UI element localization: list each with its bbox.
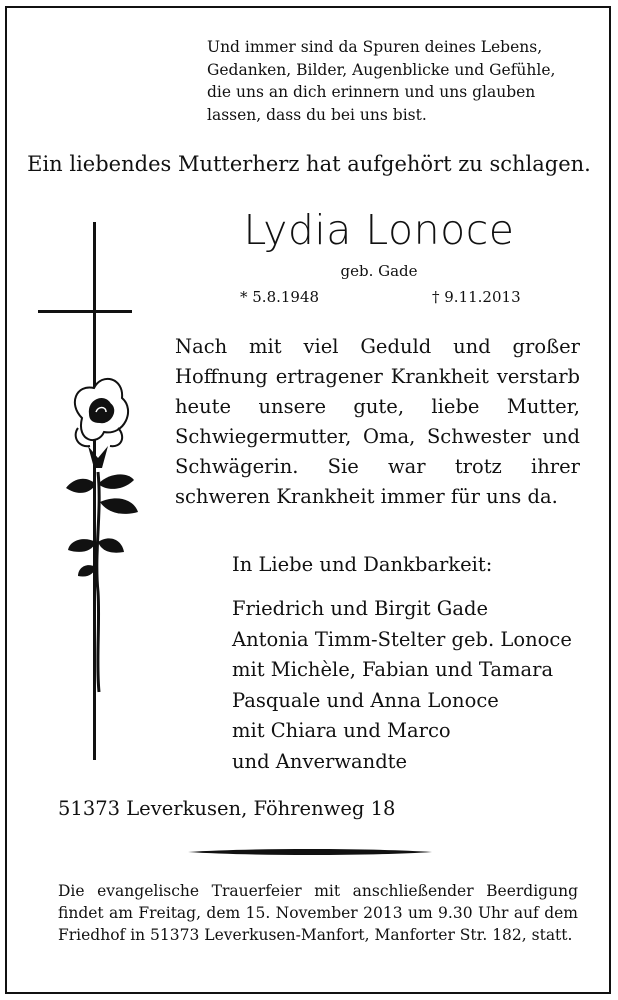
- family-line: mit Chiara und Marco: [232, 719, 451, 742]
- family-line: Friedrich und Birgit Gade: [232, 597, 489, 620]
- family-line: und Anverwandte: [232, 749, 408, 773]
- poem-line: lassen, dass du bei uns bist.: [207, 105, 427, 124]
- poem-line: Gedanken, Bilder, Augenblicke und Gefühle,: [207, 60, 556, 79]
- family-line: mit Michèle, Fabian und Tamara: [232, 658, 554, 681]
- cross-with-rose-icon: [38, 222, 163, 767]
- maiden-name: geb. Gade: [340, 262, 418, 280]
- obituary-text: Nach mit viel Geduld und großer Hoffnung ertragener Krankheit verstarb heute unsere gute, liebe Mutter, Schwiegermutter, Oma, Schwester und Schwägerin. Sie war trotz ihrer schweren Krankheit immer für uns da.: [175, 335, 580, 508]
- death-date: † 9.11.2013: [432, 288, 521, 306]
- birth-date: * 5.8.1948: [240, 288, 320, 306]
- memorial-poem: [207, 36, 555, 126]
- thanks-line: In Liebe und Dankbarkeit:: [232, 553, 493, 576]
- mourning-address: 51373 Leverkusen, Föhrenweg 18: [58, 797, 396, 820]
- funeral-notice: Die evangelische Trauerfeier mit anschließender Beerdigung findet am Freitag, dem 15. November 2013 um 9.30 Uhr auf dem Friedhof in 51373 Leverkusen-Manfort, Manforter Str. 182, statt.: [58, 882, 578, 944]
- headline: Ein liebendes Mutterherz hat aufgehört zu schlagen.: [27, 152, 591, 176]
- family-list: [232, 594, 572, 777]
- tapered-rule: [188, 846, 432, 858]
- poem-line: die uns an dich erinnern und uns glauben: [207, 83, 536, 101]
- family-line: Antonia Timm-Stelter geb. Lonoce: [232, 627, 572, 651]
- poem-line: Und immer sind da Spuren deines Lebens,: [207, 38, 543, 56]
- deceased-name: Lydia Lonoce: [243, 206, 515, 254]
- family-line: Pasquale und Anna Lonoce: [232, 688, 499, 712]
